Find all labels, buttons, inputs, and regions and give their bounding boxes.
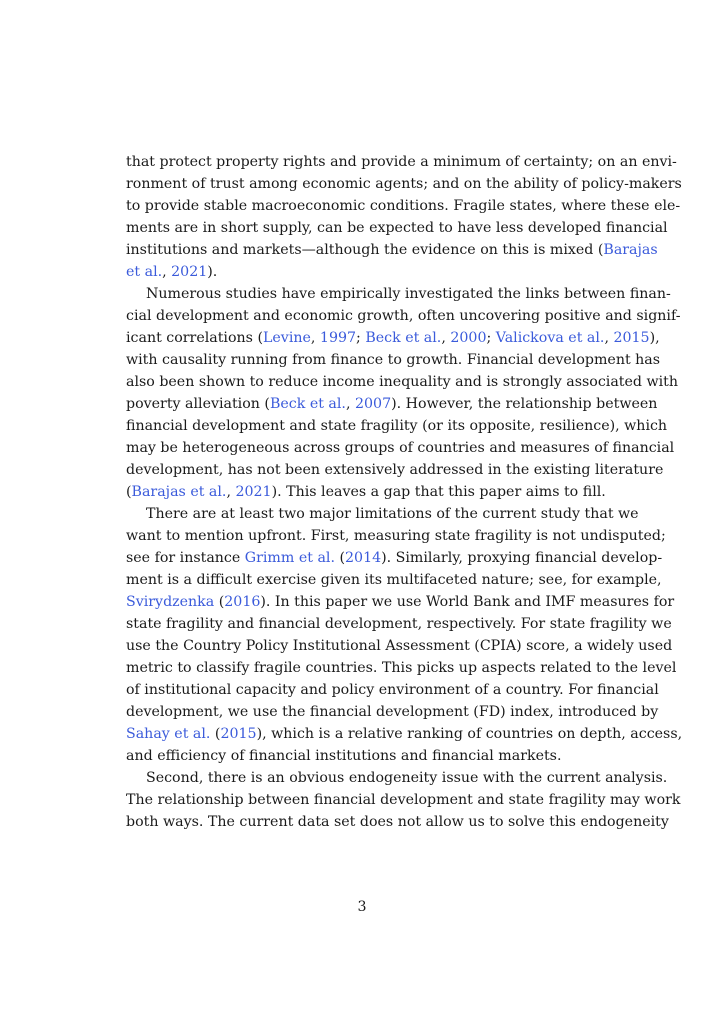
text-line: poverty alleviation (Beck et al., 2007). However, the relationship between	[126, 396, 658, 412]
text-line: ronment of trust among economic agents; and on the ability of policy-makers	[126, 176, 682, 192]
text-line: metric to classify fragile countries. This picks up aspects related to the level	[126, 660, 677, 676]
text-line: also been shown to reduce income inequality and is strongly associated with	[126, 374, 678, 390]
text-line: may be heterogeneous across groups of countries and measures of financial	[126, 440, 675, 456]
text-line: Sahay et al. (2015), which is a relative ranking of countries on depth, access,	[126, 726, 683, 742]
text-line: of institutional capacity and policy environment of a country. For financial	[126, 682, 659, 698]
citation-link[interactable]: 2015	[220, 726, 257, 742]
text-line: Numerous studies have empirically investigated the links between finan-	[146, 286, 671, 302]
paragraph	[126, 767, 681, 833]
body-text	[126, 151, 683, 833]
text-line: icant correlations (Levine, 1997; Beck et al., 2000; Valickova et al., 2015),	[126, 330, 660, 346]
text-line: There are at least two major limitations of the current study that we	[146, 506, 639, 522]
citation-link[interactable]: Grimm et al.	[244, 550, 335, 566]
citation-link[interactable]: 2014	[345, 550, 382, 566]
citation-link[interactable]: Levine	[262, 330, 311, 346]
citation-link[interactable]: 2015	[613, 330, 650, 346]
text-line: et al., 2021).	[126, 264, 218, 280]
citation-link[interactable]: Barajas	[603, 242, 658, 258]
text-line: ment is a difficult exercise given its multifaceted nature; see, for example,	[126, 572, 662, 588]
text-line: cial development and economic growth, often uncovering positive and signif-	[126, 308, 681, 324]
text-line: use the Country Policy Institutional Assessment (CPIA) score, a widely used	[126, 638, 673, 654]
text-line: that protect property rights and provide a minimum of certainty; on an envi-	[126, 154, 677, 170]
text-line: with causality running from finance to growth. Financial development has	[126, 352, 661, 368]
citation-link[interactable]: et al.	[126, 264, 163, 280]
citation-link[interactable]: 2021	[171, 264, 208, 280]
citation-link[interactable]: 2000	[450, 330, 487, 346]
citation-link[interactable]: 2021	[235, 484, 272, 500]
paragraph	[126, 151, 682, 283]
text-line: to provide stable macroeconomic conditions. Fragile states, where these ele-	[126, 198, 681, 214]
citation-link[interactable]: Valickova et al.	[495, 330, 605, 346]
citation-link[interactable]: Svirydzenka	[126, 594, 215, 610]
text-line: want to mention upfront. First, measuring state fragility is not undisputed;	[126, 528, 666, 544]
text-line: and efficiency of financial institutions and financial markets.	[126, 748, 562, 764]
citation-link[interactable]: Beck et al.	[365, 330, 442, 346]
text-line: financial development and state fragility (or its opposite, resilience), which	[126, 418, 668, 434]
text-line: Svirydzenka (2016). In this paper we use World Bank and IMF measures for	[126, 594, 675, 610]
citation-link[interactable]: Barajas et al.	[131, 484, 227, 500]
text-line: development, has not been extensively addressed in the existing literature	[126, 462, 664, 478]
text-line: state fragility and financial development, respectively. For state fragility we	[126, 616, 672, 632]
text-line: development, we use the financial development (FD) index, introduced by	[126, 704, 659, 720]
text-line: see for instance Grimm et al. (2014). Similarly, proxying financial develop-	[126, 550, 663, 566]
text-line: ments are in short supply, can be expected to have less developed financial	[126, 220, 668, 236]
page-number: 3	[357, 899, 367, 915]
citation-link[interactable]: Beck et al.	[269, 396, 346, 412]
citation-link[interactable]: 2016	[224, 594, 261, 610]
text-line: Second, there is an obvious endogeneity issue with the current analysis.	[146, 770, 668, 786]
citation-link[interactable]: 1997	[319, 330, 357, 346]
text-line: both ways. The current data set does not allow us to solve this endogeneity	[126, 814, 669, 830]
paragraph	[126, 283, 681, 503]
citation-link[interactable]: Sahay et al.	[126, 726, 211, 742]
text-line: The relationship between financial development and state fragility may work	[126, 792, 681, 808]
text-line: (Barajas et al., 2021). This leaves a gap that this paper aims to fill.	[126, 484, 606, 500]
citation-link[interactable]: 2007	[354, 396, 392, 412]
paragraph	[126, 503, 683, 767]
text-line: institutions and markets—although the evidence on this is mixed (Barajas	[126, 242, 658, 258]
